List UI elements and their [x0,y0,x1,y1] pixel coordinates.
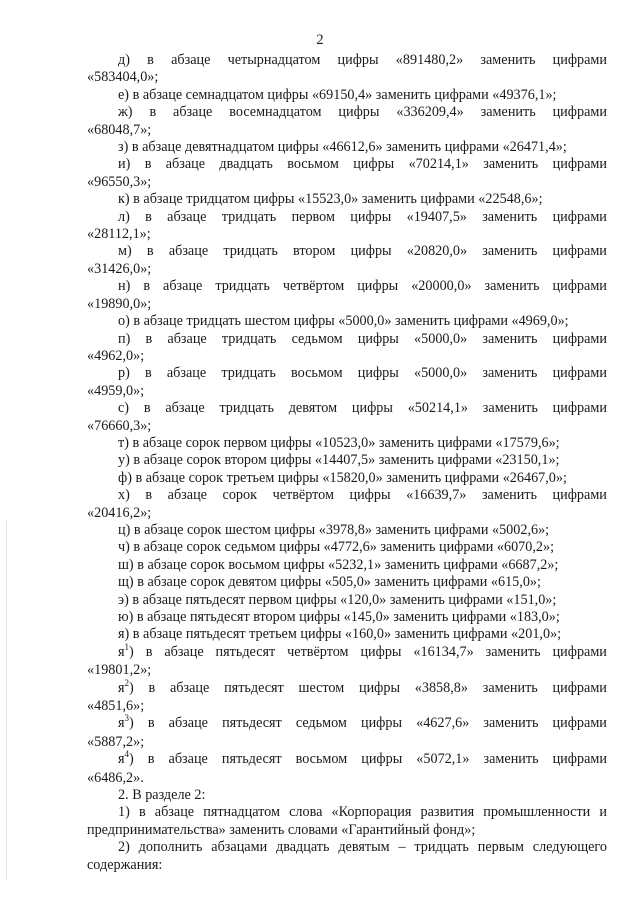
amendment-line: о) в абзаце тридцать шестом цифры «5000,0» заменить цифрами «4969,0»; [118,313,569,330]
word: цифры [360,643,402,660]
amendment-line: у) в абзаце сорок втором цифры «14407,5» заменить цифрами «23150,1»; [118,452,560,469]
word: заменить [481,487,537,504]
word: четвёртом [282,278,345,295]
word: восьмом [287,156,339,173]
word: цифрами [552,208,607,225]
item-marker [118,715,134,733]
paragraph: 2) дополнить абзацами двадцать девятым – тридцать первым следующего содержания: [87,839,607,873]
word: цифры [351,400,393,417]
amendment-line: 2. В разделе 2: [118,787,206,804]
word: заменить [482,365,538,382]
word: седьмом [295,715,347,732]
word: «70214,1» [408,156,469,173]
amendment-line: т) в абзаце сорок первом цифры «10523,0» заменить цифрами «17579,6»; [118,434,560,451]
word: в [145,365,152,382]
word: в [145,643,153,660]
word: восьмом [295,751,348,768]
word: тридцать [219,400,274,417]
word: цифры [357,278,399,295]
item-letter: я [118,715,125,732]
word: девятом [288,400,338,417]
word: абзаце [165,400,205,417]
word: р) [118,365,130,382]
word: заменить [482,243,538,260]
word: в [145,487,153,504]
word: цифрами [552,243,607,260]
word: цифры [361,751,403,768]
word: м) [118,243,132,260]
document-body [87,52,607,874]
amendment-line: з) в абзаце девятнадцатом цифры «46612,6» заменить цифрами «26471,4»; [118,139,567,156]
word: тридцать [221,208,277,225]
word: и) [118,156,131,173]
word: в [148,679,156,696]
word: «5072,1» [416,751,470,768]
amendment-line [87,331,607,348]
word: цифры [349,487,391,504]
paragraph: 1) в абзаце пятнадцатом слова «Корпорация развития промышленности и предпринимательства» заменить словами «Гарантийный фонд»; [87,804,607,838]
amendment-continuation: «19890,0»; [87,295,152,312]
word: абзаце [167,487,207,504]
word: цифрами [552,679,607,696]
word: ж) [118,104,133,121]
amendment-continuation: «4959,0»; [87,382,145,399]
amendment-line [87,278,607,295]
word: цифры [337,52,379,68]
word: абзаце [171,52,211,68]
word: цифрами [552,487,607,504]
amendment-continuation: «583404,0»; [87,69,159,86]
word: в [147,751,155,768]
amendment-line: ч) в абзаце сорок седьмом цифры «4772,6» заменить цифрами «6070,2»; [118,539,555,556]
word: д) [118,52,130,68]
word: п) [118,330,131,347]
item-letter: я [118,643,125,660]
amendment-continuation: «76660,3»; [87,417,152,434]
word: цифрами [552,156,607,173]
amendment-line [87,156,607,173]
item-letter: я [118,679,125,696]
amendment-continuation: «4851,6»; [87,698,145,715]
word: пятьдесят [215,643,276,660]
word: «16639,7» [406,487,467,504]
word: в [149,104,157,121]
word: тридцать [221,365,276,382]
word: цифрами [552,365,607,382]
word: н) [118,278,131,295]
item-marker [118,641,134,662]
word: заменить [483,715,539,732]
item-paren: ) [129,751,134,768]
word: цифрами [552,52,607,68]
amendment-line: я) в абзаце пятьдесят третьем цифры «160,0» заменить цифрами «201,0»; [118,626,562,643]
amendment-line [87,677,607,698]
amendment-line: ф) в абзаце сорок третьем цифры «15820,0» заменить цифрами «26467,0»; [118,469,567,486]
word: «5000,0» [413,365,468,382]
amendment-line [87,751,607,769]
word: «19407,5» [406,208,467,225]
word: тридцать [221,330,277,347]
word: в [143,400,151,417]
amendment-continuation: «5887,2»; [87,733,145,750]
word: заменить [482,208,538,225]
amendment-line: е) в абзаце семнадцатом цифры «69150,4» заменить цифрами «49376,1»; [118,86,557,103]
word: «3858,8» [414,679,468,696]
word: цифрами [552,330,607,347]
item-superscript: 1 [124,641,130,652]
amendment-line [87,715,607,733]
word: абзаце [167,330,207,347]
word: восьмом [291,365,343,382]
word: «4627,6» [416,715,470,732]
word: заменить [483,751,539,768]
amendment-continuation: «28112,1»; [87,226,151,243]
item-marker [118,677,134,698]
amendment-line [87,487,607,504]
word: «5000,0» [414,330,468,347]
word: «50214,1» [407,400,468,417]
word: в [146,243,154,260]
word: заменить [480,52,536,68]
amendment-continuation: «19801,2»; [87,662,152,679]
word: цифрами [552,751,607,768]
item-superscript: 3 [124,713,130,724]
amendment-line [87,243,607,260]
word: цифры [358,679,400,696]
word: седьмом [291,330,343,347]
word: в [145,208,152,225]
amendment-line: к) в абзаце тридцатом цифры «15523,0» заменить цифрами «22548,6»; [118,191,543,208]
word: х) [118,487,130,504]
word: четвёртом [287,643,349,660]
amendment-line: ц) в абзаце сорок шестом цифры «3978,8» заменить цифрами «5002,6»; [118,521,550,538]
amendment-line [87,104,607,121]
word: цифрами [552,104,607,121]
word: абзаце [167,208,207,225]
word: «16134,7» [413,643,474,660]
word: двадцать [219,156,273,173]
word: «336209,4» [396,104,464,121]
word: заменить [483,156,539,173]
word: сорок [222,487,258,504]
word: в [145,330,153,347]
word: четырнадцатом [227,52,321,68]
word: цифры [357,330,399,347]
word: в [143,278,151,295]
amendment-line: ю) в абзаце пятьдесят втором цифры «145,0» заменить цифрами «183,0»; [118,609,560,625]
page-number: 2 [316,32,324,48]
word: цифрами [552,643,607,660]
word: цифры [350,208,392,225]
word: цифрами [552,400,607,417]
amendment-continuation: «68048,7»; [87,121,152,138]
item-paren: ) [129,715,134,732]
word: цифры [357,365,399,382]
item-paren: ) [129,679,134,696]
word: цифры [353,156,395,173]
amendment-continuation: «20416,2»; [87,504,152,521]
word: цифры [338,104,380,121]
scan-edge-line [6,520,7,880]
amendment-line [87,209,607,226]
word: пятьдесят [222,715,282,732]
word: пятьдесят [224,679,284,696]
word: в [144,156,152,173]
word: заменить [485,643,541,660]
word: заменить [482,400,538,417]
item-superscript: 4 [124,749,130,760]
word: абзаце [173,104,213,121]
amendment-line [87,52,607,69]
word: л) [118,208,130,225]
amendment-line [87,641,607,662]
word: цифрами [552,715,607,732]
amendment-line [87,365,607,382]
word: в [147,715,155,732]
item-paren: ) [129,643,134,660]
amendment-line: ш) в абзаце сорок восьмом цифры «5232,1» заменить цифрами «6687,2»; [118,556,559,573]
amendment-continuation: «4962,0»; [87,347,145,364]
amendment-continuation: «31426,0»; [87,260,152,277]
word: цифры [361,715,403,732]
word: абзаце [168,243,209,260]
word: с) [118,400,130,417]
amendment-continuation: «96550,3»; [87,173,152,190]
word: абзаце [165,156,206,173]
word: абзаце [163,278,203,295]
word: «20820,0» [406,243,468,260]
word: в [147,52,154,68]
word: шестом [298,679,345,696]
word: абзаце [164,643,204,660]
amendment-line: э) в абзаце пятьдесят первом цифры «120,0» заменить цифрами «151,0»; [118,591,557,608]
word: первом [291,208,335,225]
amendment-continuation: «6486,2». [87,769,144,786]
word: «891480,2» [395,52,464,68]
amendment-line: щ) в абзаце сорок девятом цифры «505,0» заменить цифрами «615,0»; [118,574,541,591]
word: цифры [350,243,392,260]
word: цифрами [552,278,607,295]
word: заменить [480,104,536,121]
word: заменить [482,330,538,347]
word: тридцать [215,278,270,295]
word: абзаце [166,365,207,382]
item-marker [118,751,134,769]
word: «20000,0» [411,278,472,295]
word: восемнадцатом [229,104,322,121]
word: четвёртом [272,487,334,504]
word: втором [293,243,336,260]
word: абзаце [170,679,210,696]
amendment-line [87,400,607,417]
word: заменить [482,679,538,696]
word: абзаце [168,715,208,732]
word: заменить [484,278,540,295]
word: тридцать [223,243,278,260]
word: пятьдесят [221,751,282,768]
word: абзаце [168,751,208,768]
item-superscript: 2 [124,677,130,688]
item-letter: я [118,751,125,768]
